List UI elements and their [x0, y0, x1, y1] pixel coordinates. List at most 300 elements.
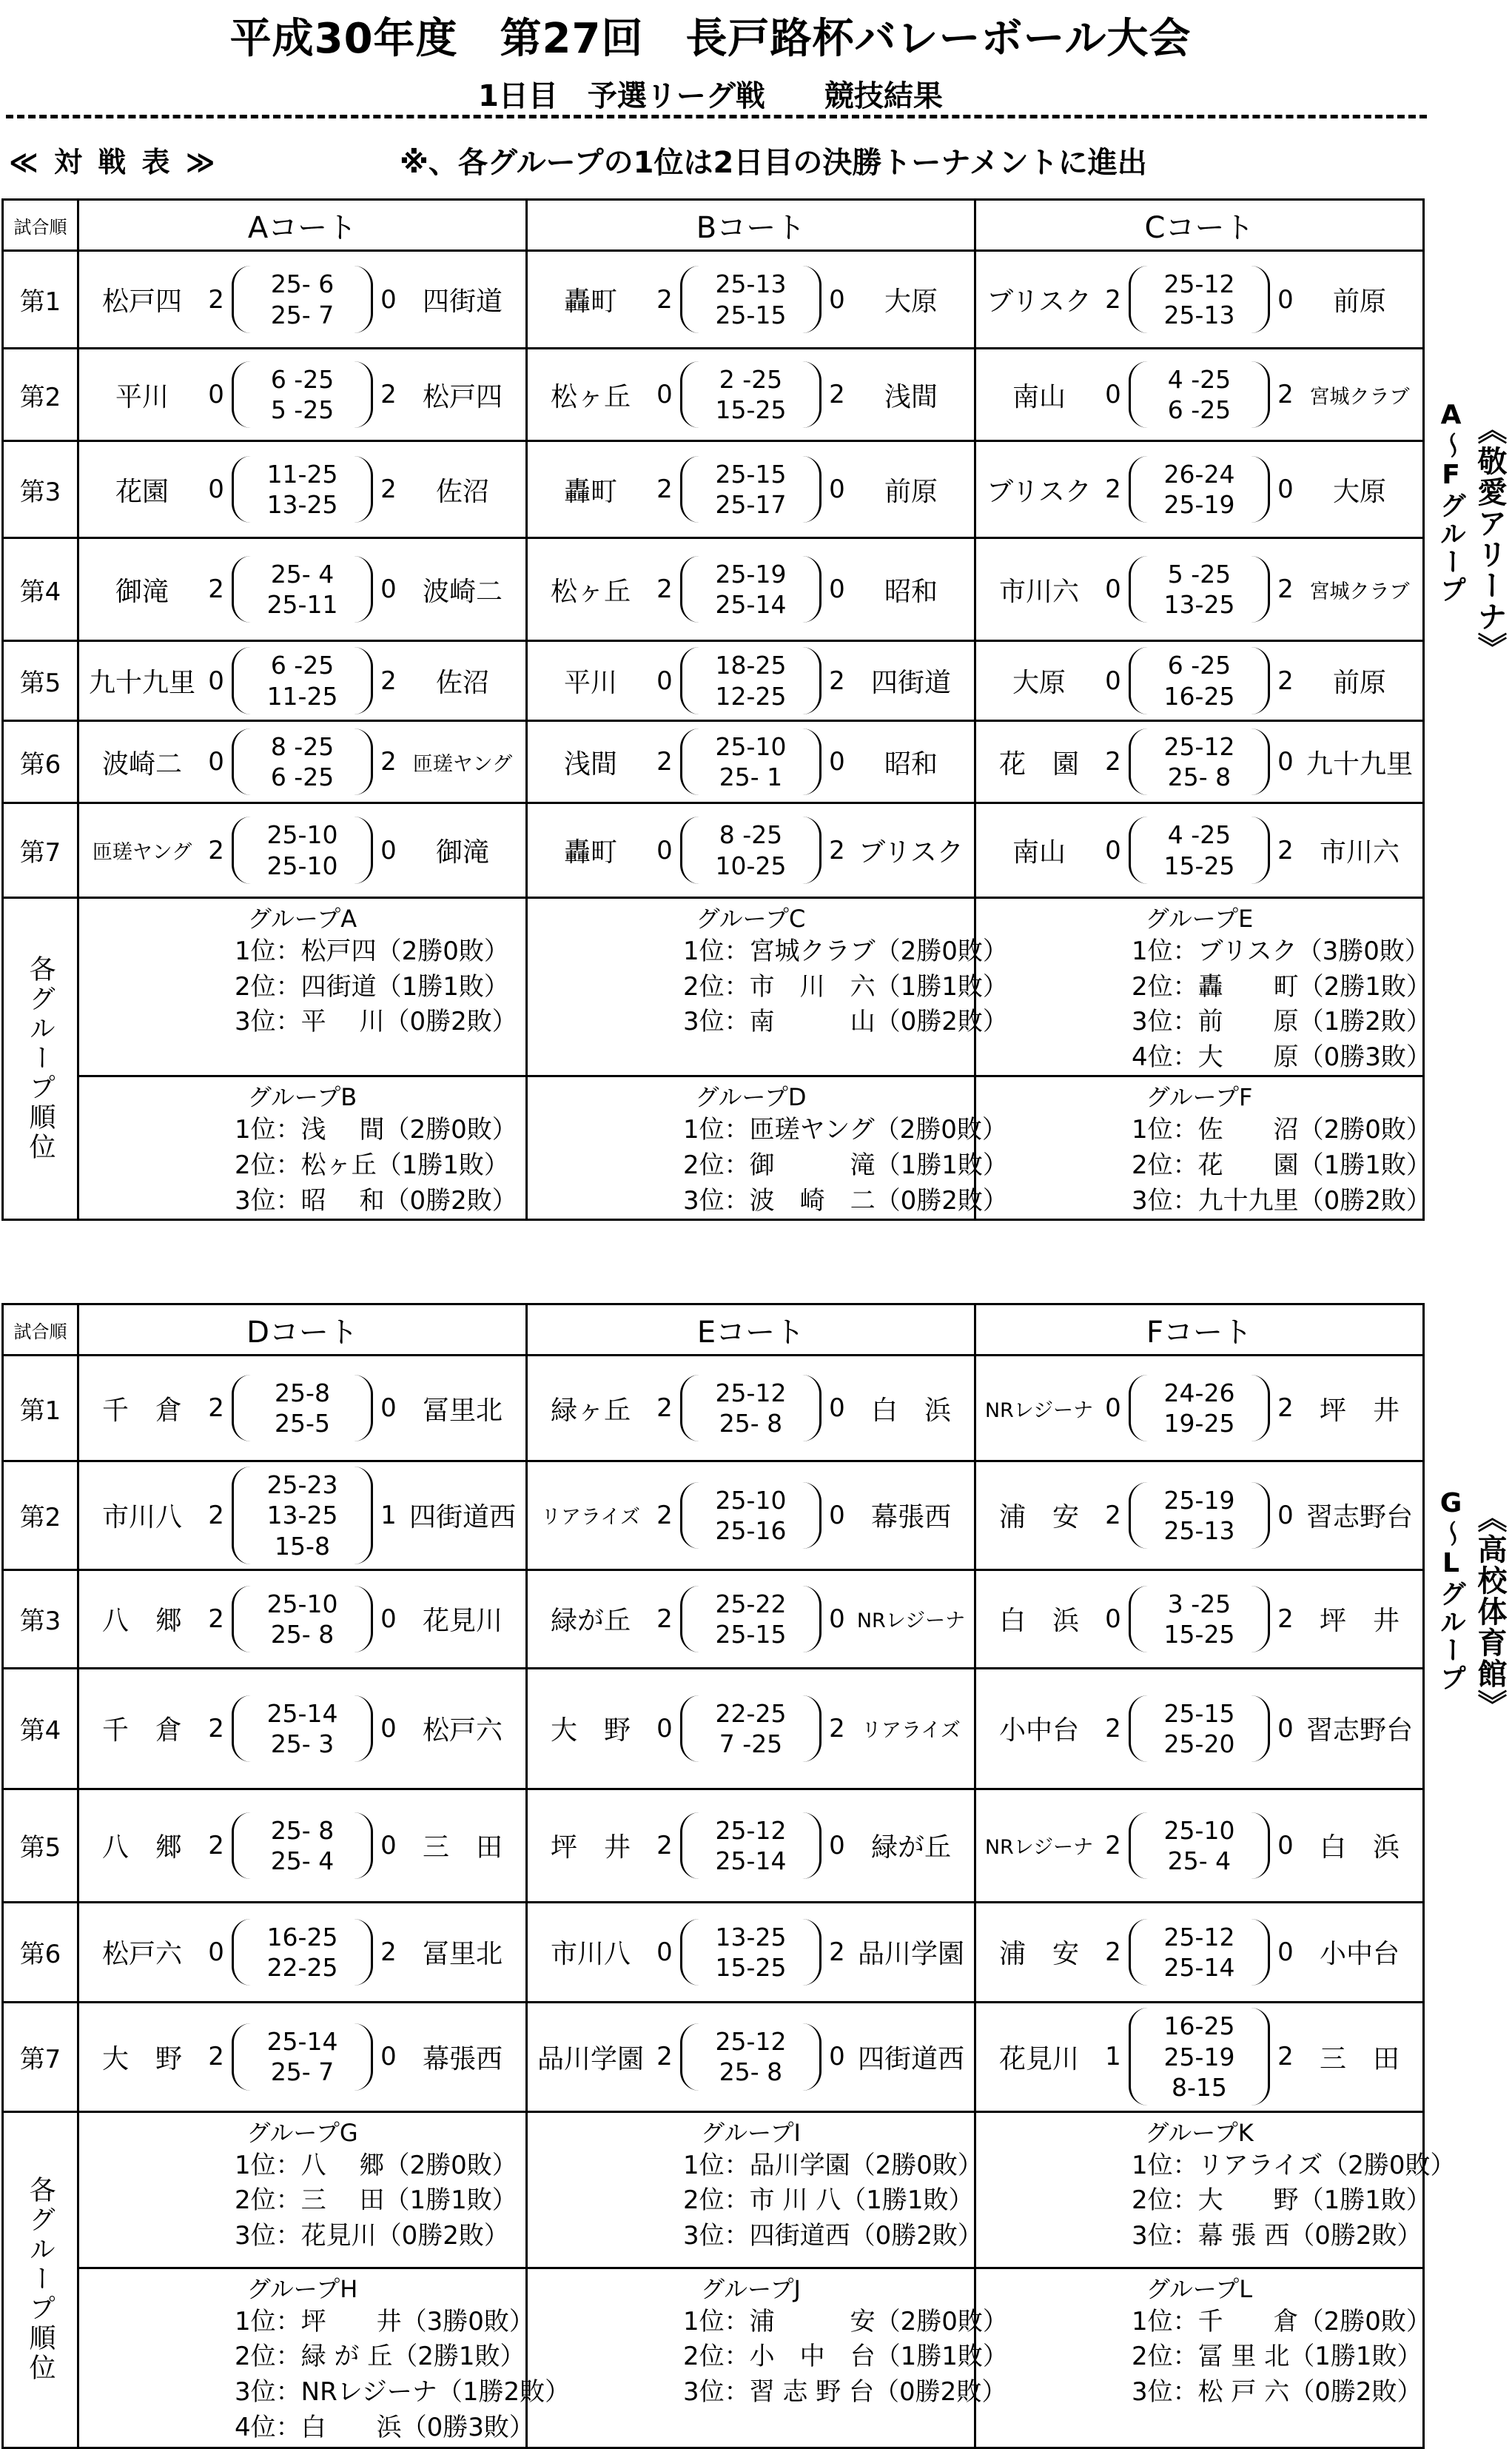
sets-won-away: 2	[1277, 574, 1294, 604]
match-row	[3, 538, 1424, 641]
team-away: 昭和	[884, 576, 938, 607]
sets-won-away: 0	[1277, 284, 1294, 315]
set-scores	[267, 1922, 338, 1983]
sets-won-away: 2	[380, 1937, 397, 1967]
set-scores-bracket	[232, 1812, 373, 1880]
team-home: ブリスク	[987, 287, 1092, 317]
sets-won-home: 0	[208, 380, 224, 409]
set-score: 25-15	[1163, 1698, 1235, 1728]
match-cell	[78, 1461, 527, 1570]
set-score: 19-25	[1163, 1409, 1235, 1438]
set-score: 5 -25	[1167, 559, 1232, 589]
court-header: Eコート	[527, 1304, 975, 1356]
set-score: 25-12	[715, 1815, 787, 1845]
sets-won-home: 0	[656, 1713, 673, 1743]
sets-won-home: 2	[208, 2042, 224, 2072]
sets-won-away: 2	[829, 1713, 845, 1743]
group-name: グループC	[696, 905, 806, 933]
match-cell	[527, 1569, 975, 1668]
set-score: 25-19	[715, 559, 787, 589]
match-result	[79, 261, 525, 338]
team-home: 轟町	[563, 837, 617, 868]
sets-won-away: 2	[1277, 2042, 1294, 2072]
set-score: 16-25	[266, 1922, 338, 1952]
group-name: グループH	[246, 2274, 358, 2303]
venue-groups-label: G～Lグループ	[1436, 1488, 1466, 1692]
set-score: 25-14	[266, 1698, 338, 1728]
court-header: Fコート	[975, 1304, 1423, 1356]
match-cell	[527, 538, 975, 641]
match-result	[528, 552, 974, 628]
match-cell	[78, 641, 527, 721]
team-home: NRレジーナ	[984, 1398, 1094, 1422]
set-scores	[1164, 2011, 1235, 2103]
set-scores-bracket	[1129, 1919, 1270, 1986]
set-score: 13-25	[266, 490, 338, 519]
group-ranking	[975, 2111, 1456, 2268]
match-result	[79, 552, 525, 628]
court-header-row	[3, 1304, 1424, 1356]
team-home: 浦 安	[998, 1939, 1079, 1970]
sets-won-away: 0	[829, 2042, 845, 2072]
group-name: グループL	[1146, 2274, 1253, 2303]
team-home: 松ヶ丘	[550, 381, 631, 412]
set-score: 16-25	[1163, 681, 1235, 711]
match-row	[3, 349, 1424, 441]
team-home: 千 倉	[102, 1395, 183, 1426]
set-score: 25-15	[715, 459, 787, 489]
match-cell	[78, 721, 527, 803]
match-cell	[975, 1789, 1423, 1902]
team-home: 市川八	[102, 1502, 183, 1533]
team-home: 八 郷	[102, 1832, 183, 1863]
match-cell	[78, 1902, 527, 2002]
match-cell	[975, 538, 1423, 641]
set-score: 15-25	[715, 395, 787, 424]
team-home: 大原	[1012, 668, 1066, 698]
team-away: 冨里北	[422, 1395, 503, 1426]
team-away: 四街道	[422, 287, 503, 317]
team-away: 白 浜	[1319, 1832, 1400, 1863]
sets-won-away: 2	[829, 835, 845, 865]
match-result	[528, 357, 974, 433]
sets-won-home: 2	[1105, 284, 1121, 315]
sets-won-home: 0	[1105, 380, 1121, 409]
set-scores-bracket	[680, 2023, 821, 2091]
set-scores	[1164, 1485, 1235, 1547]
match-result	[528, 2019, 974, 2095]
team-home: 花園	[115, 476, 169, 507]
team-away: 緑が丘	[870, 1832, 951, 1863]
team-home: 緑が丘	[550, 1606, 631, 1637]
set-scores-bracket	[1129, 728, 1270, 796]
match-result	[79, 1914, 525, 1991]
court-header: Aコート	[78, 200, 527, 251]
group-ranking-label-text: 各グループ順位	[25, 955, 56, 1163]
team-away: 市川六	[1319, 837, 1400, 868]
set-scores-bracket	[232, 817, 373, 884]
set-scores	[716, 459, 787, 520]
set-score: 25-8	[275, 1378, 330, 1407]
set-scores-bracket	[1129, 817, 1270, 884]
team-away: 昭和	[884, 748, 938, 780]
group-ranking	[975, 1076, 1431, 1220]
group-ranking-label	[3, 2111, 78, 2448]
match-result	[976, 1808, 1422, 1884]
match-cell	[527, 441, 975, 538]
sets-won-home: 2	[208, 1393, 224, 1423]
set-scores-bracket	[680, 266, 821, 333]
advance-note: ※、各グループの1位は2日目の決勝トーナメントに進出	[400, 146, 1147, 180]
group-name: グループJ	[701, 2274, 801, 2303]
team-home: ブリスク	[987, 476, 1092, 507]
match-result	[976, 1914, 1422, 1991]
set-score: 25- 4	[1167, 1846, 1232, 1875]
match-result	[528, 1581, 974, 1658]
team-away: 御滝	[435, 837, 489, 868]
sets-won-away: 0	[829, 475, 845, 504]
set-score: 25-16	[715, 1515, 787, 1545]
group-name: グループF	[1146, 1083, 1253, 1112]
sets-won-home: 0	[656, 835, 673, 865]
sets-won-home: 2	[208, 284, 224, 315]
set-scores-bracket	[1129, 1695, 1270, 1763]
set-scores	[267, 459, 338, 520]
match-cell	[975, 1902, 1423, 2002]
set-scores	[716, 269, 787, 330]
set-score: 3 -25	[1167, 1589, 1232, 1618]
set-scores-bracket	[232, 728, 373, 796]
set-score: 25-10	[715, 731, 787, 761]
match-result	[528, 643, 974, 719]
set-score: 4 -25	[1167, 364, 1232, 394]
set-score: 22-25	[715, 1698, 787, 1728]
set-score: 25-20	[1163, 1729, 1235, 1758]
sets-won-home: 0	[208, 666, 224, 696]
set-scores-bracket	[1129, 266, 1270, 333]
set-scores	[716, 2026, 787, 2088]
group-ranking	[78, 2111, 527, 2268]
set-score: 25-17	[715, 490, 787, 519]
set-score: 25-5	[275, 1409, 330, 1438]
match-cell	[975, 349, 1423, 441]
sets-won-home: 0	[1105, 1393, 1121, 1423]
match-cell	[78, 441, 527, 538]
match-result	[528, 812, 974, 888]
match-cell	[78, 803, 527, 898]
set-scores-bracket	[232, 266, 373, 333]
match-number: 第5	[3, 1789, 78, 1902]
set-scores	[716, 820, 787, 881]
group-name: グループD	[695, 1083, 807, 1112]
match-number: 第6	[3, 1902, 78, 2002]
set-scores	[716, 650, 787, 711]
set-scores-bracket	[232, 1467, 373, 1564]
set-scores	[1164, 650, 1235, 711]
set-score: 18-25	[715, 651, 787, 680]
set-score: 25-12	[1163, 731, 1235, 761]
match-result	[79, 643, 525, 719]
set-scores	[716, 1698, 787, 1760]
group-ranking	[527, 898, 1008, 1076]
set-scores	[1164, 820, 1235, 881]
set-scores	[716, 731, 787, 793]
match-result	[528, 1478, 974, 1554]
match-row	[3, 641, 1424, 721]
group-name: グループI	[701, 2118, 801, 2147]
sets-won-away: 2	[1277, 1604, 1294, 1634]
team-home: 波崎二	[102, 748, 183, 780]
set-score: 6 -25	[1167, 651, 1232, 680]
team-home: 八 郷	[102, 1606, 183, 1637]
set-score: 25-10	[715, 1485, 787, 1515]
match-cell	[975, 251, 1423, 349]
set-scores	[267, 650, 338, 711]
set-score: 6 -25	[270, 763, 335, 791]
page-subtitle: 1日目 予選リーグ戦 競技結果	[478, 79, 943, 113]
group-standings: 1位：リアライズ（2勝0敗） 2位：大 野（1勝1敗） 3位：幕 張 西（0勝2敗）	[1131, 2150, 1456, 2251]
match-cell	[975, 2002, 1423, 2111]
sets-won-away: 0	[829, 1393, 845, 1423]
set-scores-bracket	[680, 647, 821, 714]
set-scores	[275, 1378, 330, 1439]
set-score: 25-23	[266, 1470, 338, 1499]
set-scores	[267, 820, 338, 881]
match-number: 第3	[3, 441, 78, 538]
set-score: 25-19	[1163, 1485, 1235, 1515]
team-away: 匝瑳ヤング	[412, 752, 513, 776]
set-scores	[271, 731, 334, 793]
team-home: 坪 井	[550, 1832, 631, 1863]
sets-won-away: 0	[380, 1393, 397, 1423]
team-away: 佐沼	[435, 668, 489, 698]
set-scores	[1164, 1815, 1235, 1877]
match-number: 第2	[3, 349, 78, 441]
set-score: 26-24	[1163, 459, 1235, 489]
match-result	[976, 552, 1422, 628]
match-cell	[527, 2002, 975, 2111]
match-number: 第4	[3, 1668, 78, 1789]
group-standings: 1位：匝瑳ヤング（2勝0敗） 2位：御 滝（1勝1敗） 3位：波 崎 二（0勝2敗）	[683, 1115, 1008, 1216]
set-score: 25- 8	[270, 1619, 335, 1649]
set-scores-bracket	[680, 1482, 821, 1550]
match-row	[3, 1668, 1424, 1789]
match-result	[528, 261, 974, 338]
set-scores	[271, 1815, 334, 1877]
match-cell	[975, 641, 1423, 721]
set-score: 25-15	[715, 1619, 787, 1649]
sets-won-away: 1	[380, 1500, 397, 1530]
sets-won-home: 2	[208, 1500, 224, 1530]
group-standings: 1位：ブリスク（3勝0敗） 2位：轟 町（2勝1敗） 3位：前 原（1勝2敗） 4位：大 原（0勝3敗）	[1131, 937, 1431, 1072]
set-scores-bracket	[232, 1695, 373, 1763]
set-score: 7 -25	[719, 1729, 783, 1758]
match-cell	[527, 721, 975, 803]
set-score: 15-25	[715, 1952, 787, 1982]
sets-won-home: 2	[1105, 1713, 1121, 1743]
match-cell	[78, 1569, 527, 1668]
sets-won-home: 2	[656, 475, 673, 504]
set-score: 25- 3	[270, 1729, 335, 1758]
sets-won-away: 0	[1277, 1500, 1294, 1530]
sets-won-home: 0	[1105, 835, 1121, 865]
sets-won-away: 0	[829, 747, 845, 777]
set-scores	[716, 1922, 787, 1983]
sets-won-home: 2	[208, 1713, 224, 1743]
match-row	[3, 441, 1424, 538]
group-standings: 1位：品川学園（2勝0敗） 2位：市 川 八（1勝1敗） 3位：四街道西（0勝2敗）	[683, 2150, 983, 2251]
sets-won-home: 2	[208, 574, 224, 604]
match-number: 第1	[3, 251, 78, 349]
sets-won-home: 2	[656, 1393, 673, 1423]
set-score: 25-10	[266, 1589, 338, 1618]
match-row	[3, 1902, 1424, 2002]
team-home: 品川学園	[537, 2043, 644, 2074]
match-result	[976, 643, 1422, 719]
match-cell	[975, 1668, 1423, 1789]
match-result	[79, 724, 525, 800]
group-ranking-row	[3, 898, 1424, 1076]
sets-won-home: 0	[208, 747, 224, 777]
sets-won-away: 2	[1277, 380, 1294, 409]
team-away: 坪 井	[1319, 1606, 1400, 1637]
match-result	[976, 452, 1422, 528]
group-standings: 1位：宮城クラブ（2勝0敗） 2位：市 川 六（1勝1敗） 3位：南 山（0勝2敗）	[683, 937, 1008, 1037]
set-score: 25- 1	[719, 763, 783, 791]
match-number: 第7	[3, 2002, 78, 2111]
team-away: 白 浜	[870, 1395, 951, 1426]
set-scores-bracket	[680, 456, 821, 523]
match-cell	[527, 1461, 975, 1570]
sets-won-home: 2	[208, 1830, 224, 1860]
set-scores-bracket	[680, 1695, 821, 1763]
group-standings: 1位：浦 安（2勝0敗） 2位：小 中 台（1勝1敗） 3位：習 志 野 台（0勝2敗）	[683, 2306, 1008, 2407]
set-scores	[716, 364, 787, 426]
group-ranking	[527, 2111, 983, 2268]
team-away: 浅間	[884, 381, 938, 412]
match-cell	[527, 251, 975, 349]
team-away: 四街道西	[857, 2043, 964, 2074]
set-scores	[1168, 364, 1231, 426]
set-score: 25-14	[715, 1846, 787, 1875]
group-name: グループG	[246, 2118, 358, 2147]
set-score: 25- 8	[270, 1815, 335, 1845]
sets-won-home: 2	[1105, 747, 1121, 777]
team-away: 松戸六	[422, 1715, 503, 1746]
set-scores-bracket	[680, 1586, 821, 1653]
set-score: 15-25	[1163, 1619, 1235, 1649]
sets-won-home: 0	[1105, 574, 1121, 604]
set-score: 25-11	[266, 590, 338, 619]
match-order-header: 試合順	[3, 200, 78, 251]
match-result	[528, 1808, 974, 1884]
set-scores	[267, 559, 338, 620]
set-scores-bracket	[680, 556, 821, 623]
match-cell	[78, 349, 527, 441]
court-header: Bコート	[527, 200, 975, 251]
match-number: 第4	[3, 538, 78, 641]
set-score: 25- 8	[719, 1409, 783, 1438]
sets-won-home: 0	[1105, 666, 1121, 696]
sets-won-home: 0	[208, 475, 224, 504]
match-result	[79, 812, 525, 888]
venue-groups-label: A～Fグループ	[1436, 400, 1466, 604]
set-score: 12-25	[715, 681, 787, 711]
group-standings: 1位：八 郷（2勝0敗） 2位：三 田（1勝1敗） 3位：花見川（0勝2敗）	[235, 2150, 517, 2251]
court-header: Dコート	[78, 1304, 527, 1356]
team-away: 四街道西	[409, 1502, 516, 1533]
group-ranking-label	[3, 898, 78, 1220]
set-score: 8 -25	[719, 820, 783, 850]
venue-label: 《敬愛アリーナ》	[1473, 415, 1507, 663]
set-score: 25-19	[1163, 2042, 1235, 2071]
set-scores-bracket	[680, 1375, 821, 1442]
set-score: 15-25	[1163, 851, 1235, 880]
sets-won-away: 0	[1277, 1830, 1294, 1860]
match-cell	[527, 1356, 975, 1461]
sets-won-away: 2	[1277, 835, 1294, 865]
set-scores	[1164, 559, 1235, 620]
group-ranking	[975, 2268, 1431, 2448]
match-result	[79, 2019, 525, 2095]
match-result	[79, 1581, 525, 1658]
set-scores	[267, 1589, 338, 1650]
match-cell	[975, 1356, 1423, 1461]
set-scores-bracket	[232, 361, 373, 429]
team-away: 前原	[1332, 287, 1386, 317]
team-home: 大 野	[102, 2043, 183, 2074]
set-scores	[716, 1815, 787, 1877]
team-away: 佐沼	[435, 476, 489, 507]
sets-won-away: 0	[380, 1604, 397, 1634]
match-row	[3, 251, 1424, 349]
team-home: 花 園	[998, 748, 1079, 780]
set-score: 25- 7	[270, 300, 335, 329]
set-score: 6 -25	[270, 651, 335, 680]
set-scores	[716, 559, 787, 620]
sets-won-away: 2	[380, 747, 397, 777]
team-home: 緑ヶ丘	[550, 1395, 631, 1426]
sets-won-away: 2	[1277, 1393, 1294, 1423]
sets-won-away: 0	[380, 1713, 397, 1743]
set-score: 6 -25	[270, 364, 335, 394]
set-score: 25-12	[715, 1378, 787, 1407]
set-scores-bracket	[1129, 1812, 1270, 1880]
set-scores	[716, 1485, 787, 1547]
set-scores-bracket	[1129, 1482, 1270, 1550]
sets-won-away: 2	[1277, 666, 1294, 696]
match-result	[976, 724, 1422, 800]
team-home: 匝瑳ヤング	[92, 841, 192, 864]
set-score: 13-25	[715, 1922, 787, 1952]
match-result	[79, 1691, 525, 1767]
group-standings: 1位：佐 沼（2勝0敗） 2位：花 園（1勝1敗） 3位：九十九里（0勝2敗）	[1131, 1115, 1431, 1216]
set-score: 25- 8	[1167, 763, 1232, 791]
match-row	[3, 1789, 1424, 1902]
match-cell	[527, 641, 975, 721]
team-away: 三 田	[1319, 2043, 1400, 2074]
group-ranking	[78, 898, 527, 1076]
sets-won-home: 2	[656, 284, 673, 315]
set-scores	[1164, 459, 1235, 520]
team-away: 松戸四	[422, 381, 503, 412]
set-score: 25-19	[1163, 490, 1235, 519]
group-name: グループK	[1145, 2118, 1254, 2147]
set-scores-bracket	[232, 647, 373, 714]
sets-won-home: 0	[656, 1937, 673, 1967]
group-ranking-row	[3, 2111, 1424, 2268]
team-away: 四街道	[870, 668, 951, 698]
